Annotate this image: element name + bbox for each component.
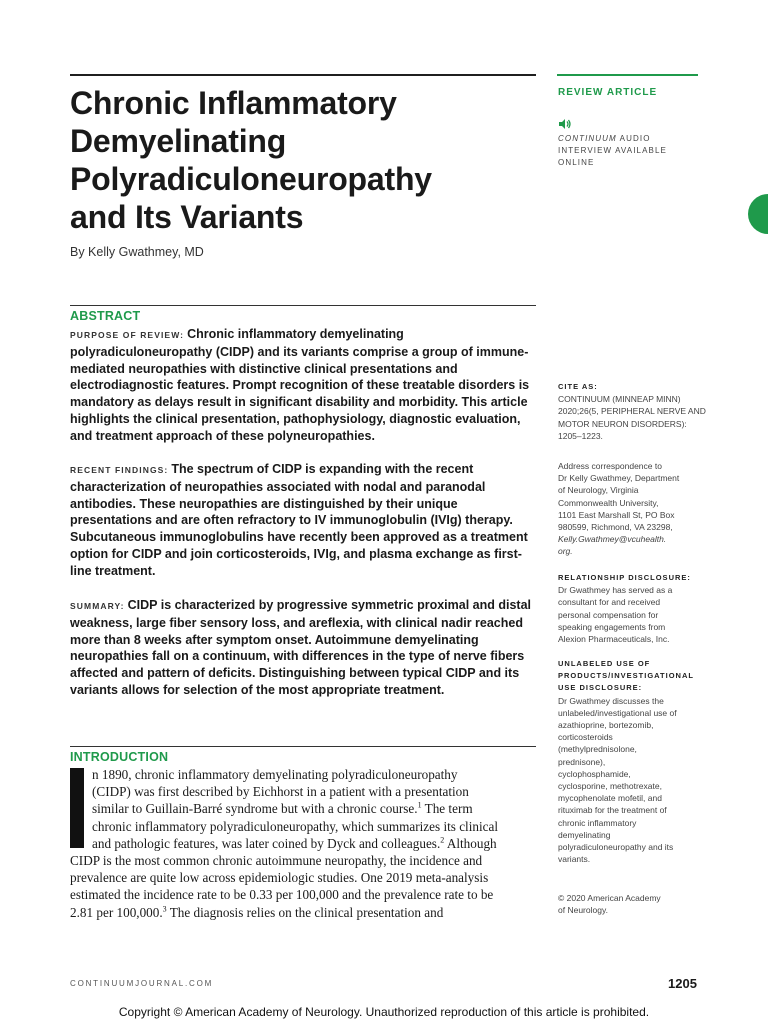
copyright-line: © 2020 American Academy (558, 893, 661, 903)
cite-line: 1205–1223. (558, 430, 603, 441)
relationship-line: personal compensation for (558, 609, 659, 620)
unlabeled-line: chronic inflammatory (558, 817, 637, 828)
page-number: 1205 (668, 976, 697, 991)
purpose-text: Chronic inflammatory demyelinating polyradiculoneuropathy (CIDP) and its variants comprise a group of immune-mediated neuropathies with distinctive clinical presentations and electrodiagnostic features. Prompt recognition of these treatable disorders is mandatory as delays result in significant disability and morbidity. This article highlights the clinical presentation, pathophysiology, diagnostic evaluation, and treatment approach of these polyneuropathies. (70, 327, 530, 443)
cite-label: CITE AS: (558, 382, 598, 391)
title-line: and Its Variants (70, 199, 304, 235)
unlabeled-line: corticosteroids (558, 732, 613, 743)
copyright-notice: Copyright © American Academy of Neurology. Unauthorized reproduction of this article is prohibited. (118, 1005, 650, 1019)
intro-line: n 1890, chronic inflammatory demyelinating polyradiculoneuropathy (92, 767, 458, 782)
summary-label: SUMMARY: (70, 601, 125, 611)
address-line: Address correspondence to (558, 461, 662, 471)
address-line: 1101 East Marshall St, PO Box (558, 509, 675, 520)
unlabeled-label: PRODUCTS/INVESTIGATIONAL (558, 671, 694, 681)
relationship-line: Dr Gwathmey has served as a (558, 585, 673, 596)
summary (70, 597, 538, 699)
relationship-label: RELATIONSHIP DISCLOSURE: (558, 573, 691, 582)
address-line: Dr Kelly Gwathmey, Department (558, 473, 680, 484)
audio-line (558, 133, 708, 145)
relationship-line: Alexion Pharmaceuticals, Inc. (558, 634, 670, 645)
address-line: 980599, Richmond, VA 23298, (558, 522, 673, 533)
email-link[interactable]: Kelly.Gwathmey@vcuhealth. (558, 534, 667, 545)
title-line: Demyelinating (70, 123, 287, 159)
intro-line: (CIDP) was first described by Eichhorst in a patient with a presentation (92, 784, 469, 800)
unlabeled-line: demyelinating (558, 829, 611, 840)
abstract-rule (70, 305, 536, 306)
title-line: Chronic Inflammatory (70, 85, 397, 121)
unlabeled-label: UNLABELED USE OF (558, 659, 651, 668)
title-top-rule (70, 74, 536, 76)
intro-text: Although (444, 835, 497, 851)
purpose-label: PURPOSE OF REVIEW: (70, 330, 185, 340)
section-tab-marker (748, 194, 768, 234)
recent-findings (70, 461, 538, 580)
cite-line: 2020;26(5, PERIPHERAL NERVE AND (558, 406, 706, 417)
intro-text: and pathologic features, was later coined by Dyck and colleagues. (92, 835, 441, 851)
unlabeled-line: polyradiculoneuropathy and its (558, 842, 674, 853)
relationship-disclosure (558, 572, 708, 645)
unlabeled-line: mycophenolate mofetil, and (558, 793, 662, 804)
journal-url[interactable]: CONTINUUMJOURNAL.COM (70, 979, 214, 988)
findings-label: RECENT FINDINGS: (70, 465, 169, 475)
unlabeled-line: Dr Gwathmey discusses the (558, 695, 664, 706)
copyright-sidebar (558, 892, 708, 916)
introduction-heading: INTRODUCTION (70, 750, 169, 764)
cite-line: MOTOR NEURON DISORDERS): (558, 418, 687, 429)
audio-brand: CONTINUUM (558, 134, 617, 143)
intro-line: CIDP is the most common chronic autoimmune neuropathy, the incidence and (70, 853, 483, 869)
intro-text: similar to Guillain-Barré syndrome but with a chronic course. (92, 801, 418, 817)
relationship-line: speaking engagements from (558, 621, 666, 632)
intro-line (70, 835, 536, 852)
intro-line: prevalence are quite low across epidemiologic studies. One 2019 meta-analysis (70, 870, 489, 886)
unlabeled-use-disclosure (558, 658, 708, 865)
cite-as-block (558, 381, 708, 442)
audio-line-rest: AUDIO (616, 134, 651, 143)
unlabeled-line: rituximab for the treatment of (558, 805, 667, 816)
speaker-icon[interactable] (558, 118, 572, 130)
audio-line: INTERVIEW AVAILABLE (558, 146, 667, 155)
introduction-body (70, 766, 536, 921)
address-line: of Neurology, Virginia (558, 485, 639, 496)
intro-text: The diagnosis relies on the clinical presentation and (166, 904, 444, 920)
intro-line (70, 904, 536, 921)
unlabeled-line: variants. (558, 854, 591, 865)
address-line: Commonwealth University, (558, 497, 659, 508)
title-line: Polyradiculoneuropathy (70, 161, 432, 197)
unlabeled-line: (methylprednisolone, (558, 744, 637, 755)
purpose-of-review (70, 326, 538, 445)
citation-ref[interactable]: 1 (417, 801, 422, 811)
author-byline: By Kelly Gwathmey, MD (70, 245, 204, 259)
intro-text: 2.81 per 100,000. (70, 904, 163, 920)
intro-text: The term (421, 801, 473, 817)
cite-line: CONTINUUM (MINNEAP MINN) (558, 394, 681, 405)
address-block (558, 460, 708, 558)
relationship-line: consultant for and received (558, 597, 661, 608)
citation-ref[interactable]: 2 (440, 835, 445, 845)
audio-interview-link[interactable] (558, 133, 708, 169)
unlabeled-line: cyclosporine, methotrexate, (558, 781, 662, 792)
sidebar-top-rule (557, 74, 698, 76)
intro-line (70, 800, 536, 817)
unlabeled-line: azathioprine, bortezomib, (558, 720, 654, 731)
audio-line: ONLINE (558, 158, 595, 167)
intro-line: chronic inflammatory polyradiculoneuropathy, which summarizes its clinical (92, 818, 499, 834)
article-title (70, 84, 540, 236)
findings-text: The spectrum of CIDP is expanding with the recent characterization of neuropathies associated with nodal and paranodal antibodies. These neuropathies are distinguished by their unique presentations and are often refractory to IV immunoglobulin (IVIg) therapy. Subcutaneous immunoglobulins have recently been approved as a treatment option for CIDP and join corticosteroids, IVIg, and plasma exchange as first-line treatment. (70, 462, 528, 578)
abstract-heading: ABSTRACT (70, 309, 141, 323)
unlabeled-line: prednisone), (558, 756, 606, 767)
summary-text: CIDP is characterized by progressive symmetric proximal and distal weakness, large fiber sensory loss, and areflexia, with clinical nadir reached more than 8 weeks after symptom onset. Autoimmune demyelinating neuropathies fall on a continuum, with differences in the type of nerve fibers affected and pattern of deficits. Distinguishing between typical CIDP and its variants allows for selection of the most appropriate treatment. (70, 598, 532, 697)
unlabeled-line: cyclophosphamide, (558, 768, 631, 779)
unlabeled-line: unlabeled/investigational use of (558, 707, 677, 718)
unlabeled-label: USE DISCLOSURE: (558, 683, 643, 693)
copyright-line: of Neurology. (558, 905, 608, 916)
review-article-label: REVIEW ARTICLE (558, 87, 658, 98)
introduction-rule (70, 746, 536, 747)
email-link[interactable]: org. (558, 546, 573, 557)
citation-ref[interactable]: 3 (162, 904, 167, 914)
intro-line: estimated the incidence rate to be 0.33 per 100,000 and the prevalence rate to be (70, 887, 494, 903)
